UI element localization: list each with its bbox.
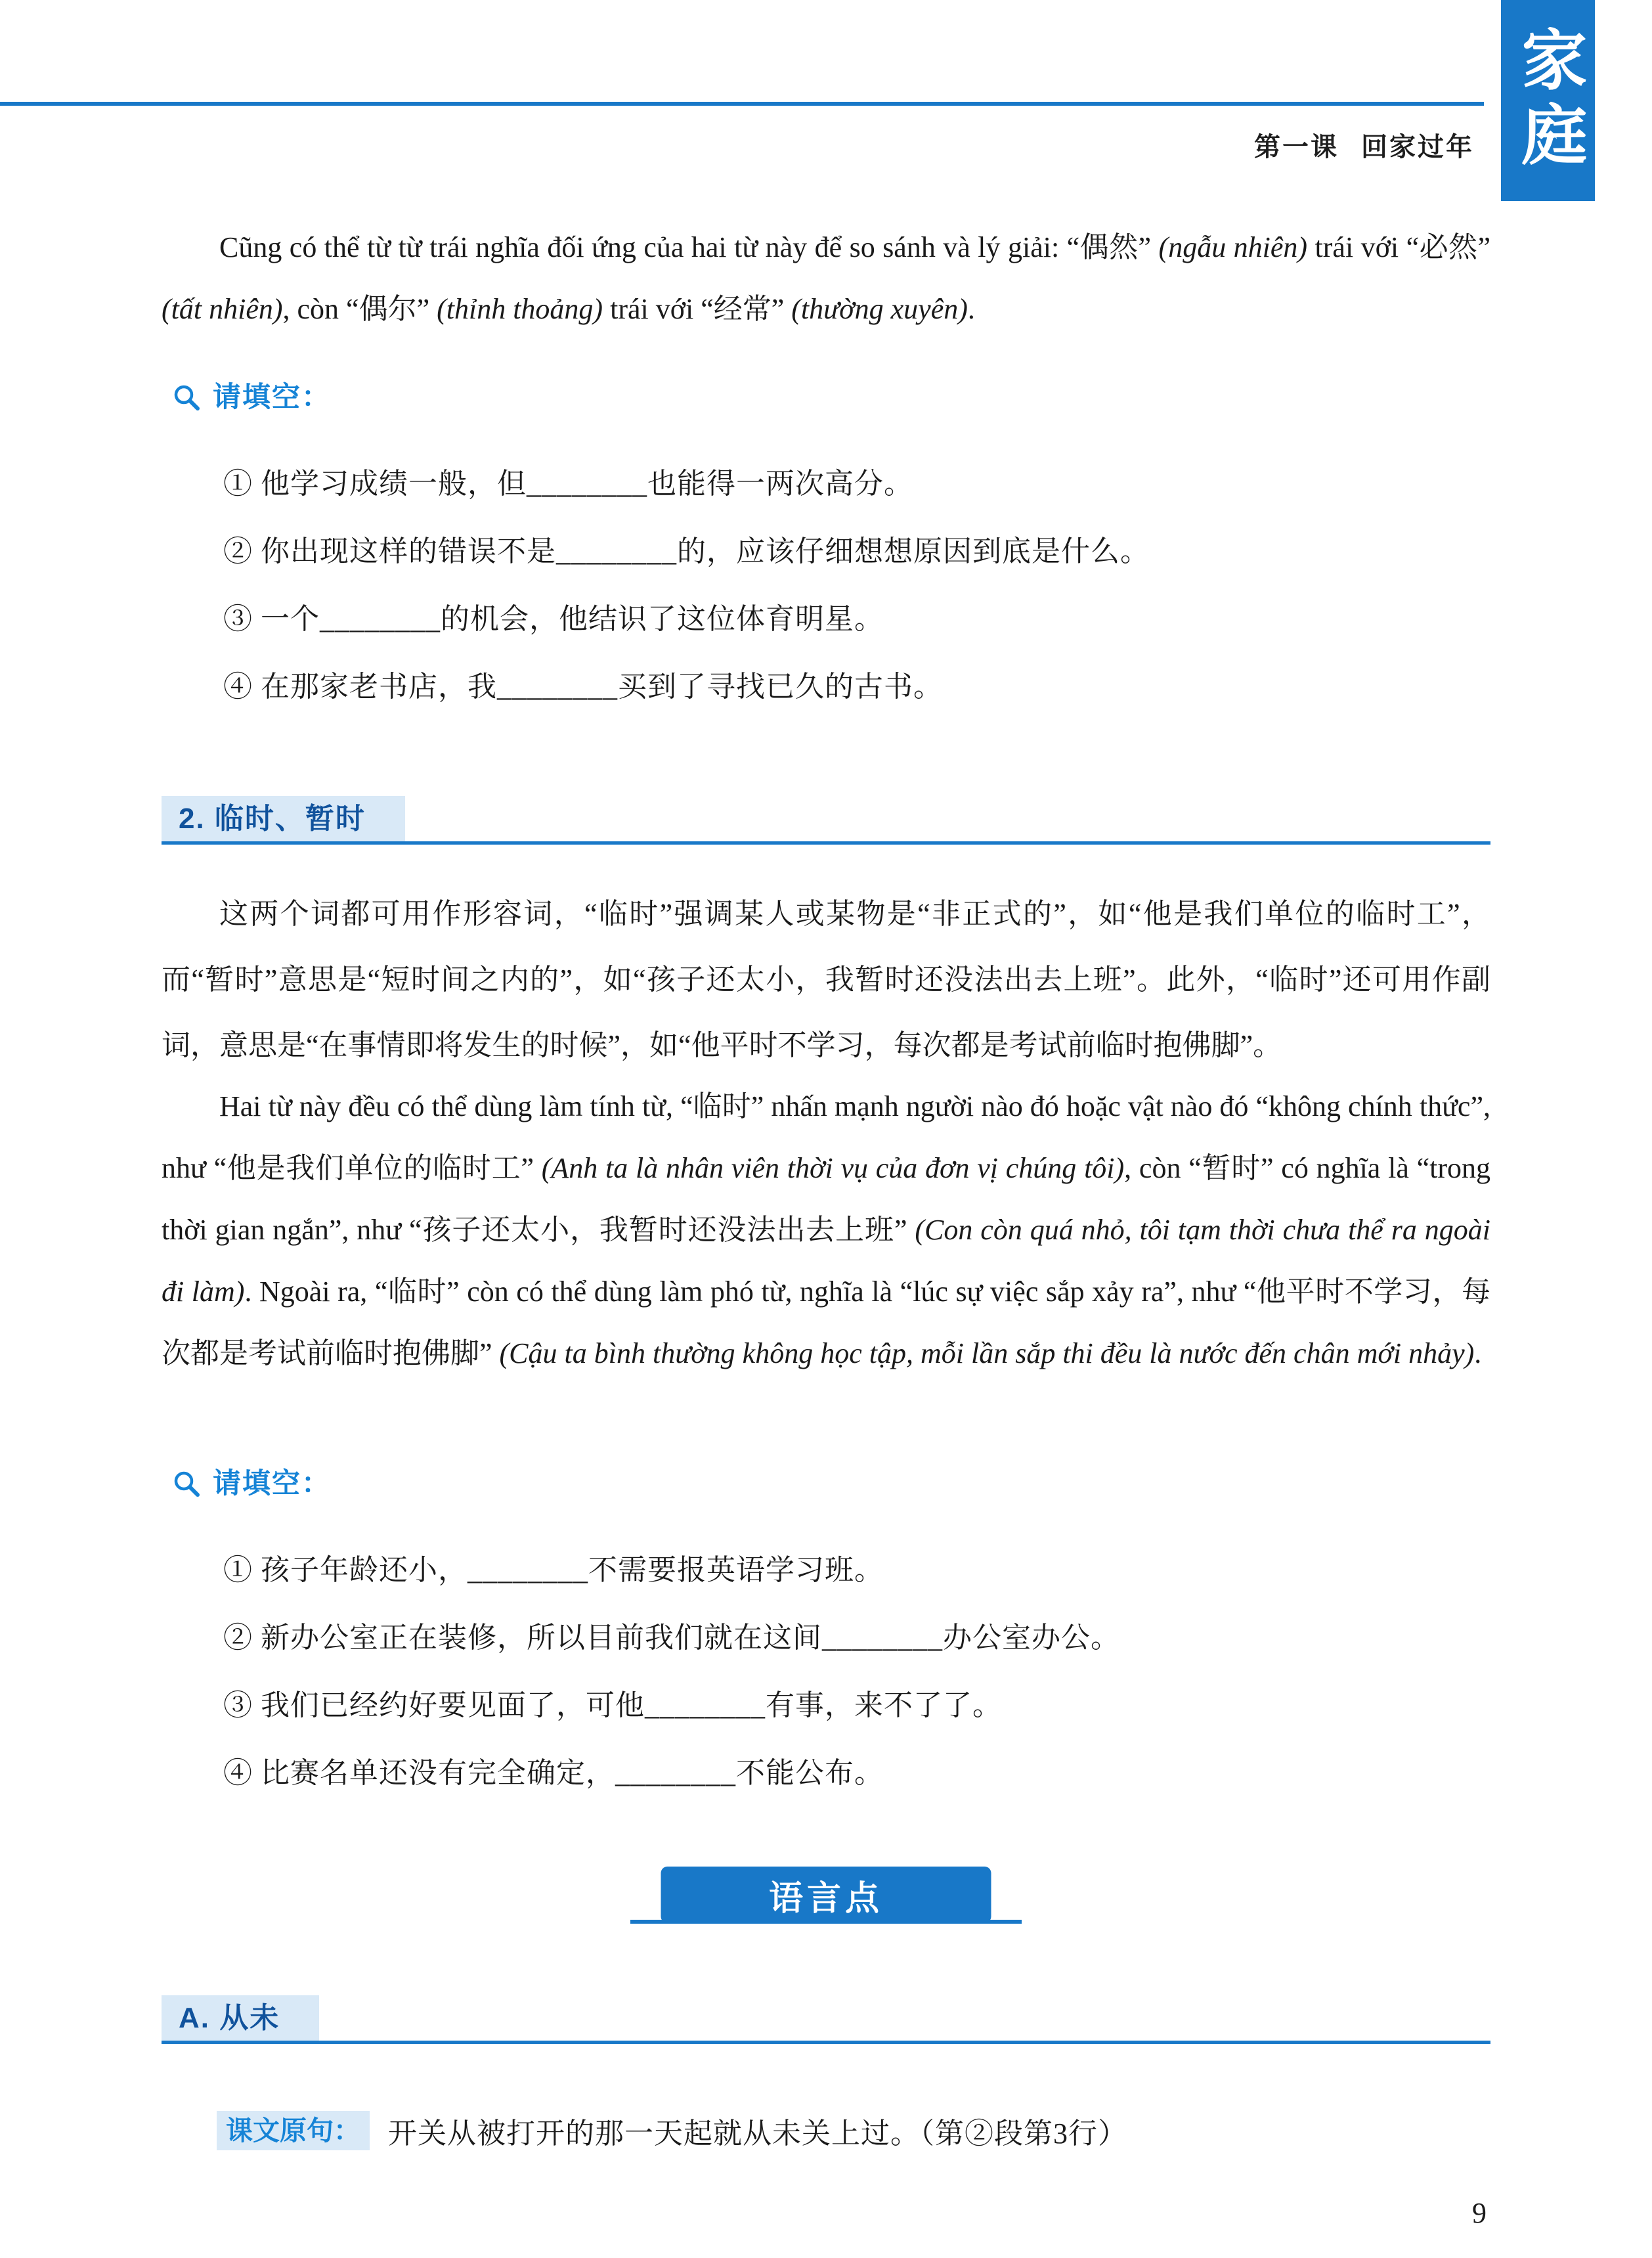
magnifier-icon — [172, 1469, 201, 1498]
text-segment: (thường xuyên) — [791, 293, 968, 325]
section-2-header — [162, 796, 1490, 845]
fill-item[interactable]: ④ 比赛名单还没有完全确定，________不能公布。 — [223, 1757, 884, 1789]
fill-blank-items — [223, 464, 1490, 707]
fill-item[interactable]: ④ 在那家老书店，我________买到了寻找已久的古书。 — [223, 671, 943, 703]
lesson-title: 回家过年 — [1361, 133, 1474, 162]
lesson-header — [1254, 126, 1474, 164]
text-segment: . — [1474, 1337, 1482, 1369]
fill-item[interactable]: ① 他学习成绩一般，但________也能得一两次高分。 — [223, 468, 913, 500]
magnifier-icon — [172, 383, 201, 412]
chapter-side-tab: 家庭 — [1501, 0, 1595, 201]
text-segment: (tất nhiên) — [162, 293, 283, 325]
fill-blank-title — [172, 1466, 1490, 1501]
text-segment: . Ngoài ra, “临时” còn có thể dùng làm phó từ, nghĩa là “lúc sự việc sắp xảy ra”, như “他平时不学习，每次都是考试前临时抱佛脚” — [162, 1275, 1490, 1369]
fill-blank-section-2 — [162, 1466, 1490, 1821]
text-segment: (Anh ta là nhân viên thời vụ của đơn vị chúng tôi) — [541, 1152, 1125, 1184]
banner-title: 语言点 — [661, 1867, 991, 1923]
language-points-banner — [162, 1867, 1490, 1927]
text-segment: (Con còn quá nhỏ, tôi tạm thời chưa thể ra ngoài đi làm) — [162, 1214, 1490, 1308]
text-segment: (Cậu ta bình thường không học tập, mỗi lần sắp thi đều là nước đến chân mới nhảy) — [499, 1337, 1475, 1369]
fill-blank-label: 请填空： — [213, 1468, 331, 1499]
text-segment: trái với “经常” — [603, 293, 792, 325]
fill-item[interactable]: ③ 我们已经约好要见面了，可他________有事，来不了了。 — [223, 1689, 1002, 1721]
intro-paragraph — [162, 217, 1490, 340]
section-a-header — [162, 1995, 1490, 2044]
text-segment: (thỉnh thoảng) — [437, 293, 603, 325]
fill-blank-title — [172, 380, 1490, 415]
section-2-label: 2. 临时、暂时 — [162, 796, 405, 841]
text-segment: trái với “必然” — [1307, 231, 1491, 263]
fill-blank-section-1 — [162, 380, 1490, 735]
text-segment: Cũng có thể từ từ trái nghĩa đối ứng của hai từ này để so sánh và lý giải: “偶然” — [219, 231, 1159, 263]
text-segment: , còn “暂时” có nghĩa là “trong thời gian ngắn”, như “孩子还太小，我暂时还没法出去上班” — [162, 1152, 1491, 1246]
top-rule — [0, 102, 1484, 106]
text-segment: , còn “偶尔” — [282, 293, 437, 325]
section-a-label: A. 从未 — [162, 1995, 319, 2041]
fill-item[interactable]: ② 你出现这样的错误不是________的，应该仔细想想原因到底是什么。 — [223, 535, 1150, 567]
text-segment: Hai từ này đều có thể dùng làm tính từ, “临时” nhấn mạnh người nào đó hoặc vật nào đó “không chính thức”, như “他是我们单位的临时工” — [162, 1090, 1490, 1184]
fill-item[interactable]: ② 新办公室正在装修，所以目前我们就在这间________办公室办公。 — [223, 1622, 1120, 1654]
lesson-number: 第一课 — [1254, 133, 1339, 162]
source-sentence-row — [217, 2110, 1490, 2152]
text-segment: . — [967, 293, 975, 325]
page-number: 9 — [1472, 2197, 1487, 2229]
fill-item[interactable]: ③ 一个________的机会，他结识了这位体育明星。 — [223, 603, 884, 635]
fill-item[interactable]: ① 孩子年龄还小，________不需要报英语学习班。 — [223, 1554, 884, 1586]
text-segment: (ngẫu nhiên) — [1158, 231, 1308, 263]
fill-blank-items — [223, 1551, 1490, 1793]
fill-blank-label: 请填空： — [213, 382, 331, 413]
source-sentence-label: 课文原句： — [217, 2111, 370, 2150]
source-sentence-text: 开关从被打开的那一天起就从未关上过。（第②段第3行） — [388, 2117, 1127, 2150]
usage-paragraph-zh: 这两个词都可用作形容词，“临时”强调某人或某物是“非正式的”，如“他是我们单位的临时工”，而“暂时”意思是“短时间之内的”，如“孩子还太小，我暂时还没法出去上班”。此外，“临时”还可用作副词，意思是“在事情即将发生的时候”，如“他平时不学习，每次都是考试前临时抱佛脚”。 — [162, 898, 1490, 1061]
usage-paragraph-vn — [162, 1076, 1490, 1384]
